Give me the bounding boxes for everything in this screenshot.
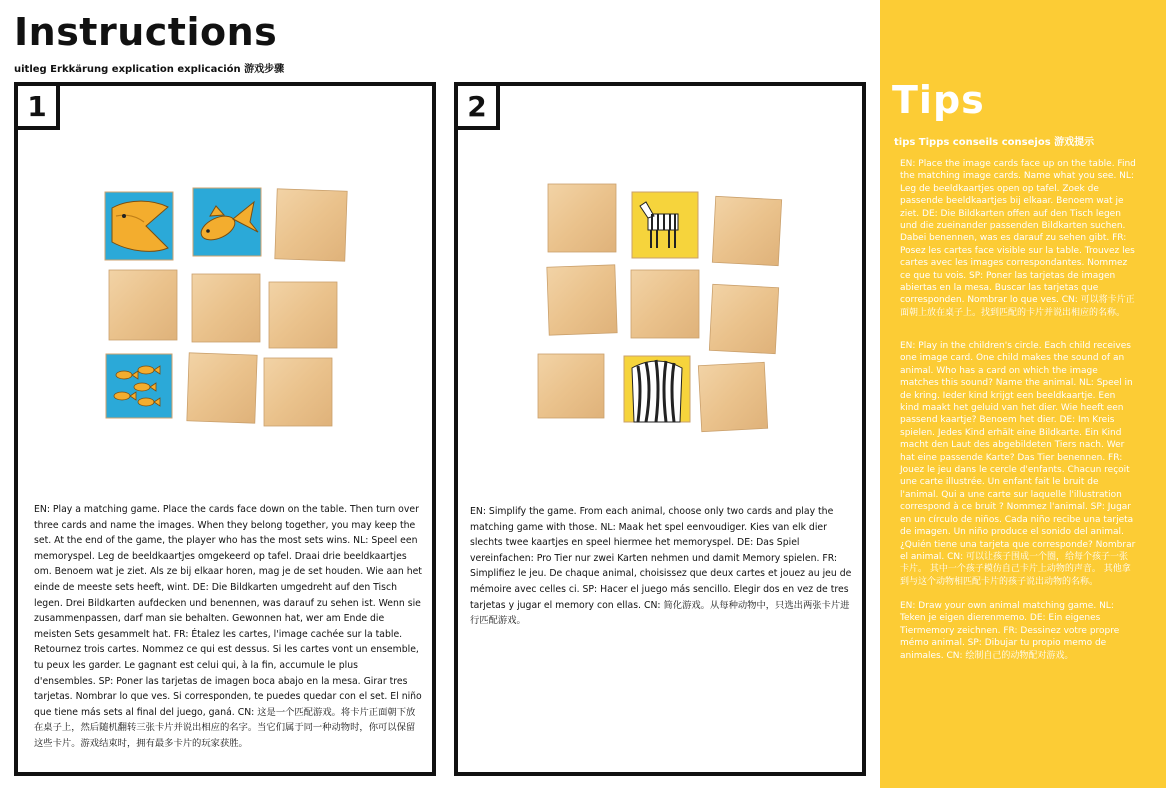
zebra-card-icon	[632, 192, 698, 258]
zebra-stripes-card-icon	[624, 356, 690, 422]
page-subtitle: uitleg Erkkärung explication explicación 游戏步骤	[14, 64, 285, 75]
whole-fish-card-icon	[193, 188, 261, 256]
blank-card	[192, 274, 260, 342]
small-fishes-card-icon	[106, 354, 172, 418]
tips-title: Tips	[892, 78, 985, 122]
step-number: 1	[18, 86, 60, 130]
step-text: EN: Simplify the game. From each animal, choose only two cards and play the matching game with those. NL: Maak het spel eenvoudiger. Kies van elk dier slechts twee kaartjes en speel hiermee het memoryspel. DE: Das Spiel vereinfachen: Pro Tier nur zwei Karten nehmen und damit Memory spielen. FR: Simplifiez le jeu. De chaque animal, choisissez que deux cartes et jouez au jeu de mémoire avec celles ci. SP: Hacer el juego más sencillo. Elegir dos en vez de tres tarjetas y jugar el memory con ellas. CN: 简化游戏。从每种动物中，只选出两张卡片进行匹配游戏。	[470, 506, 852, 627]
fish-head-card-icon	[105, 192, 173, 260]
card-photo-1	[96, 180, 356, 430]
card-photo-2	[534, 178, 794, 438]
blank-card	[631, 270, 699, 338]
blank-card	[712, 196, 781, 265]
blank-card	[269, 282, 337, 348]
tips-subtitle: tips Tipps conseils consejos 游戏提示	[894, 137, 1095, 148]
page-title: Instructions	[14, 10, 278, 54]
blank-card	[547, 265, 617, 335]
tip-item-1: EN: Place the image cards face up on the table. Find the matching image cards. Name what you see. NL: Leg de beeldkaartjes open op tafel. Zoek de passende beeldkaartjes bij elkaar. Benoem wat je ziet. DE: Die Bildkarten offen auf den Tisch legen und die zueinander passenden Bildkarten suchen. Dabei benennen, was es darauf zu sehen gibt. FR: Posez les cartes face visible sur la table. Trouvez les cartes avec les images correspondantes. Nommez ce que tu vois. SP: Poner las tarjetas de imagen abiertas en la mesa. Buscar las tarjetas que corresponden. Nombrar lo que ves. CN: 可以将卡片正面朝上放在桌子上。找到匹配的卡片并说出相应的名称。	[900, 159, 1136, 318]
tips-sidebar	[880, 0, 1166, 788]
blank-card	[709, 284, 778, 353]
step-number: 2	[458, 86, 500, 130]
blank-card	[275, 189, 347, 261]
blank-card	[538, 354, 604, 418]
step-text: EN: Play a matching game. Place the cards face down on the table. Then turn over three cards and name the images. When they belong together, you may keep the set. At the end of the game, the player who has the most sets wins. NL: Speel een memoryspel. Leg de beeldkaartjes omgekeerd op tafel. Draai drie beeldkaartjes om. Benoem wat je ziet. Als ze bij elkaar horen, mag je de set houden. Wie aan het einde de meeste sets heeft, wint. DE: Die Bildkarten umgedreht auf den Tisch legen. Drei Bildkarten aufdecken und benennen, was darauf zu sehen ist. Wenn sie zusammenpassen, darf man sie behalten. Gewonnen hat, wer am Ende die meisten Sets gesammelt hat. FR: Étalez les cartes, l'image cachée sur la table. Retournez trois cartes. Nommez ce qui est dessus. Si les cartes vont un ensemble, tu peux les garder. Le gagnant est celui qui, à la fin, accumule le plus d'ensembles. SP: Poner las tarjetas de imagen boca abajo en la mesa. Girar tres tarjetas. Nombrar lo que ves. Si corresponden, te puedes quedar con el set. El niño que tiene más sets al final del juego, ganá. CN: 这是一个匹配游戏。将卡片正面朝下放在桌子上，然后随机翻转三张卡片并说出相应的名字。当它们属于同一种动物时，你可以保留这些卡片。游戏结束时，拥有最多卡片的玩家获胜。	[34, 504, 422, 749]
tip-item-3: EN: Draw your own animal matching game. NL: Teken je eigen dierenmemo. DE: Ein eigenes Tiermemory zeichnen. FR: Dessinez votre propre mémo animal. SP: Dibujar tu propio memo de animales. CN: 绘制自己的动物配对游戏。	[900, 601, 1120, 661]
blank-card	[698, 362, 767, 431]
blank-card	[187, 353, 257, 423]
blank-card	[264, 358, 332, 426]
blank-card	[548, 184, 616, 252]
tip-item-2: EN: Play in the children's circle. Each child receives one image card. One child makes the sound of an animal. Who has a card on which the image matches this sound? Name the animal. NL: Speel in de kring. Ieder kind krijgt een beeldkaartje. Een kind maakt het geluid van het dier. Wie heeft een passend kaartje? Benoem het dier. DE: Im Kreis spielen. Jedes Kind erhält eine Bildkarte. Ein Kind macht den Laut des abgebildeten Tiers nach. Wer hat eine passende Karte? Das Tier benennen. FR: Jouez le jeu dans le cercle d'enfants. Chacun reçoit une carte illustrée. Un enfant fait le bruit de l'animal. Qui a une carte sur laquelle l'illustration correspond à ce bruit ? Nommez l'animal. SP: Jugar en un círculo de niños. Cada niño recibe una tarjeta de imagen. Un niño produce el sonido del animal. ¿Quién tiene una tarjeta que corresponde? Nombrar el animal. CN: 可以让孩子围成一个圈，给每个孩子一张卡片。 其中一个孩子模仿自己卡片上动物的声音。 其他拿到与这个动物相匹配卡片的孩子说出动物的名称。	[900, 341, 1136, 587]
blank-card	[109, 270, 177, 340]
